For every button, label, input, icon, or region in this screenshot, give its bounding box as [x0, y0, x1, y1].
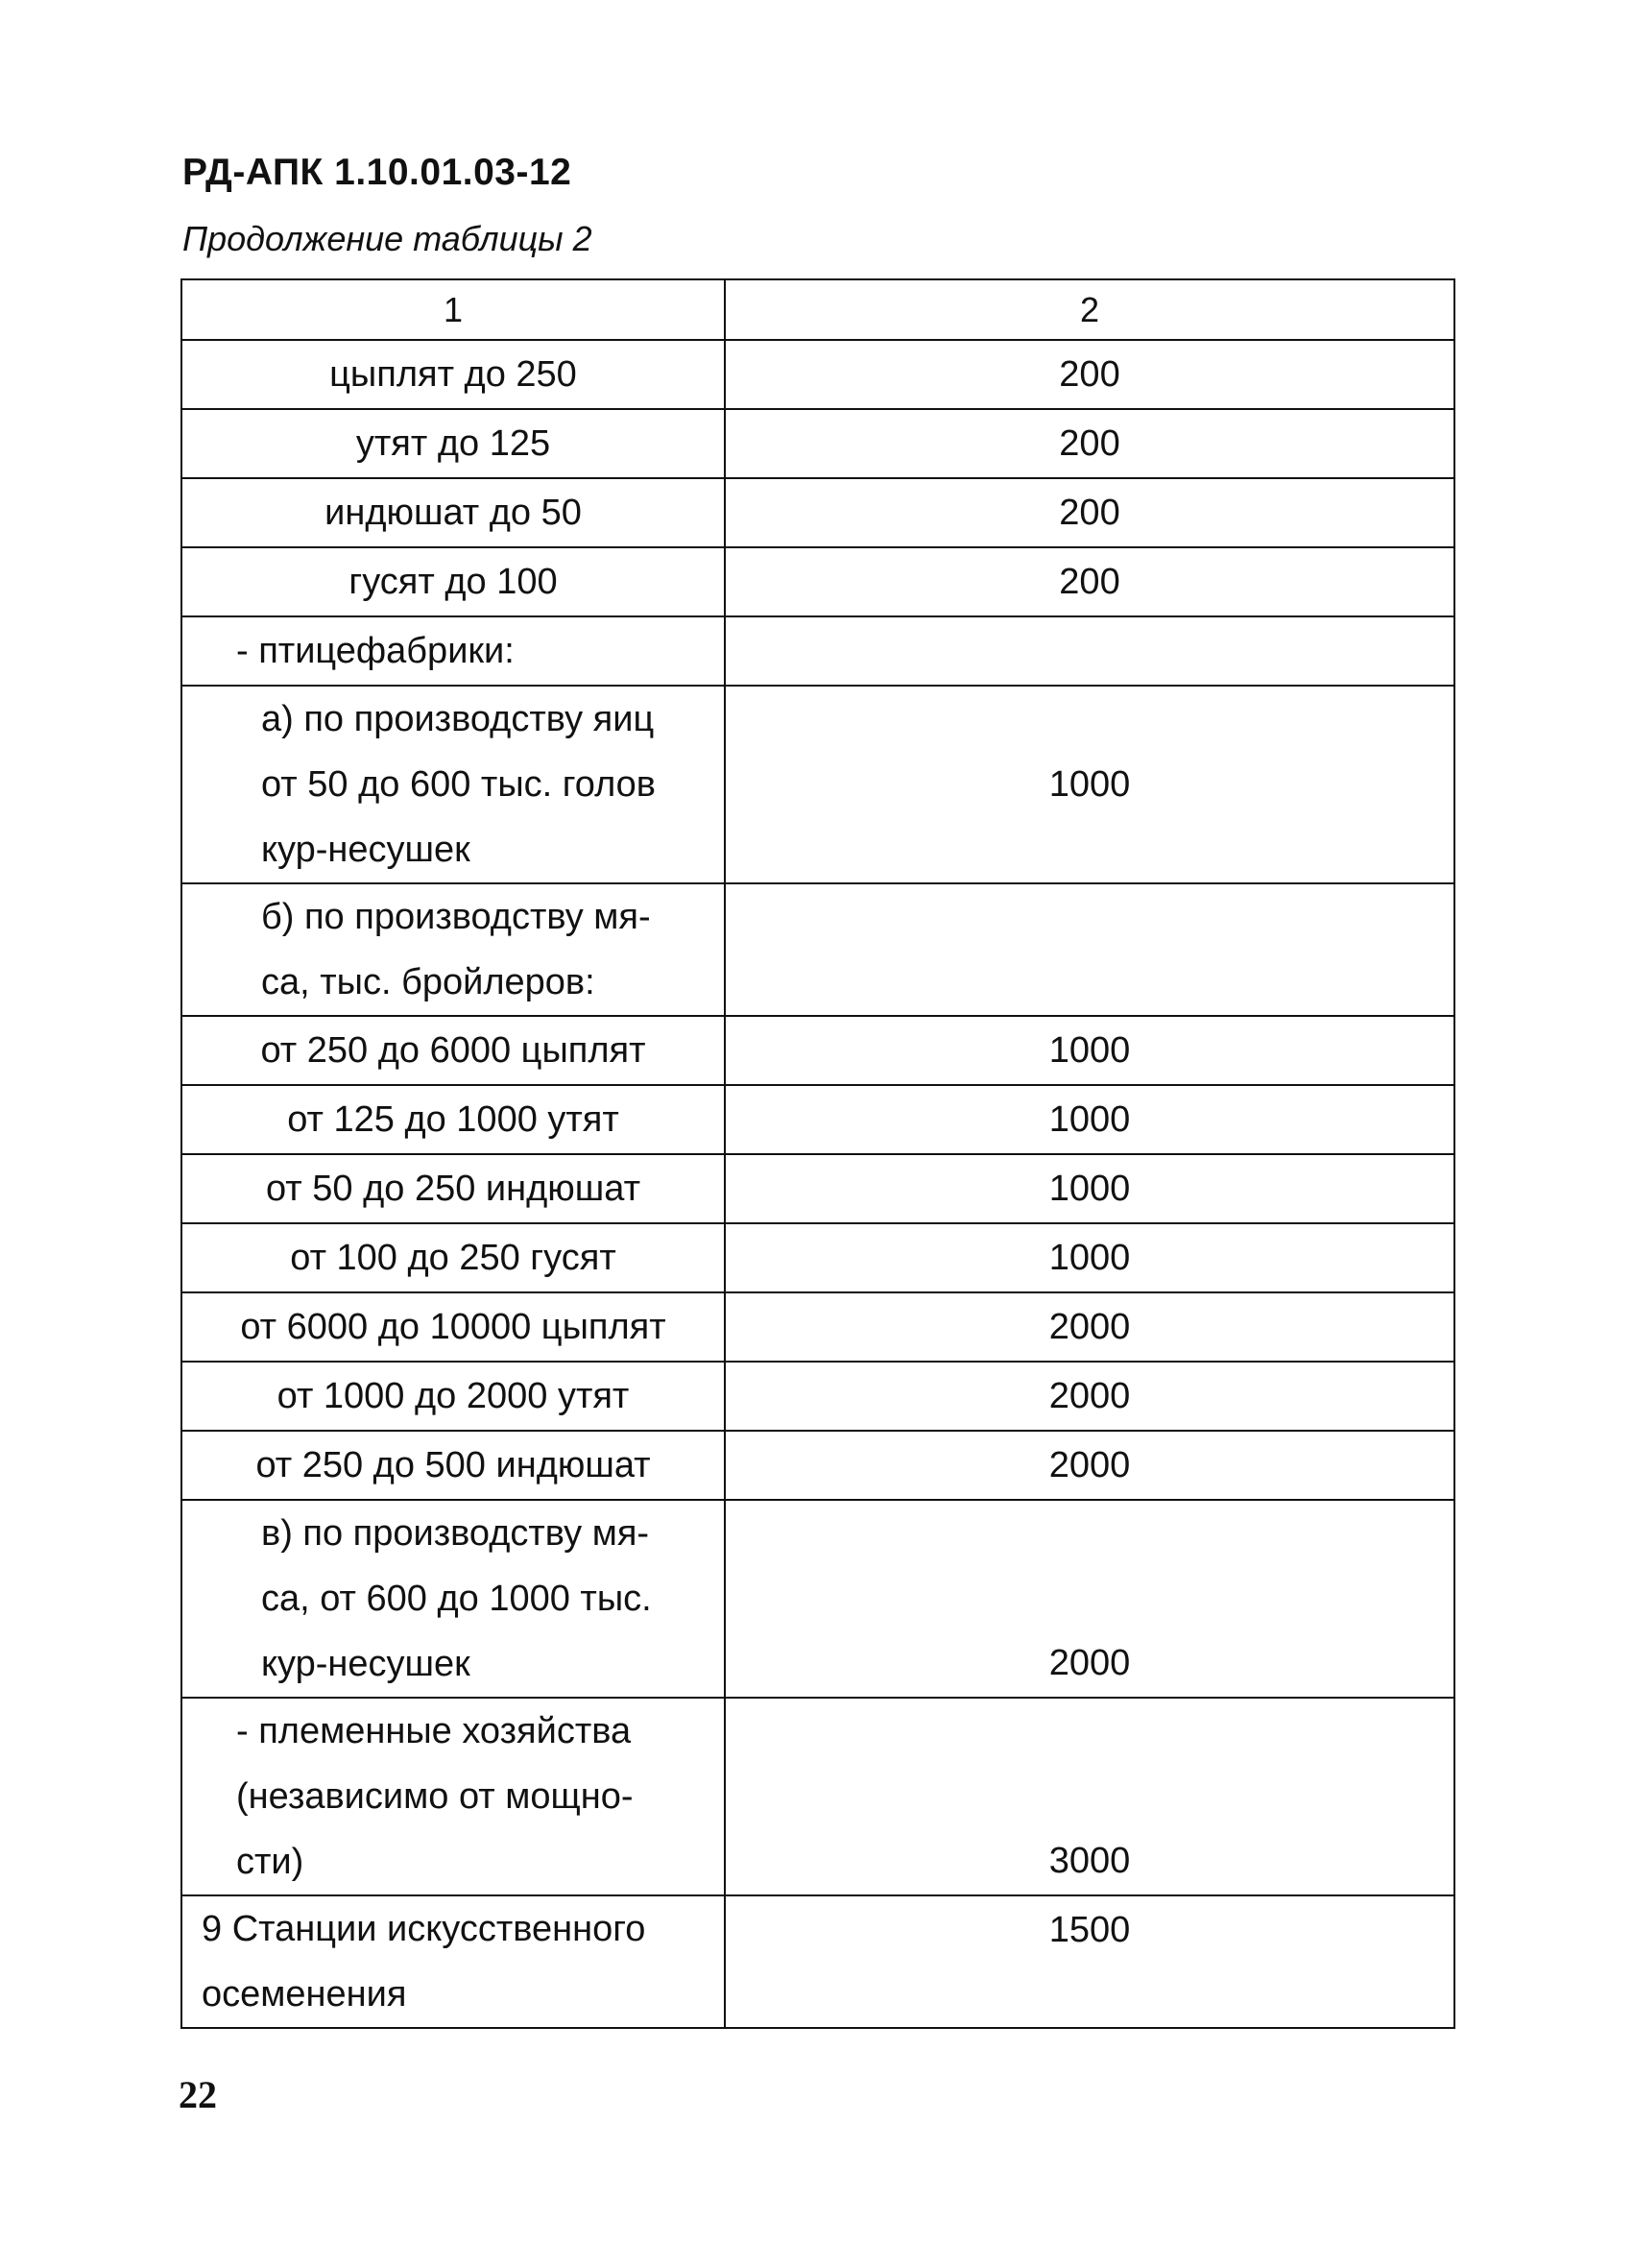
row-label: индюшат до 50	[181, 478, 725, 547]
row-label-line: б) по производству мя-	[261, 897, 651, 937]
row-label: от 1000 до 2000 утят	[181, 1362, 725, 1431]
table-row	[181, 1500, 1454, 1698]
table-row	[181, 883, 1454, 1016]
row-value: 2000	[725, 1500, 1454, 1698]
data-table	[180, 278, 1455, 2029]
table-row	[181, 1154, 1454, 1223]
row-label-line: - племенные хозяйства	[236, 1711, 632, 1751]
row-value: 2000	[725, 1362, 1454, 1431]
row-label-line: кур-несушек	[261, 1644, 470, 1684]
row-value: 1000	[725, 686, 1454, 883]
row-label-line: са, тыс. бройлеров:	[261, 962, 595, 1002]
table-row	[181, 1085, 1454, 1154]
row-value: 200	[725, 478, 1454, 547]
row-value: 200	[725, 547, 1454, 616]
table-row	[181, 1292, 1454, 1362]
row-label-line: а) по производству яиц	[261, 699, 655, 739]
table-row	[181, 616, 1454, 686]
row-label	[181, 1698, 725, 1895]
row-label-line: кур-несушек	[261, 830, 470, 870]
column-header: 2	[725, 279, 1454, 340]
row-value: 1500	[725, 1895, 1454, 2028]
row-label: от 6000 до 10000 цыплят	[181, 1292, 725, 1362]
table-row	[181, 547, 1454, 616]
table-row	[181, 1698, 1454, 1895]
row-value: 1000	[725, 1223, 1454, 1292]
row-value: 1000	[725, 1085, 1454, 1154]
row-label: цыплят до 250	[181, 340, 725, 409]
document-code: РД-АПК 1.10.01.03-12	[182, 152, 572, 193]
row-label: - птицефабрики:	[181, 616, 725, 686]
row-value	[725, 616, 1454, 686]
page-number: 22	[179, 2073, 217, 2116]
row-label-line: в) по производству мя-	[261, 1513, 650, 1554]
row-value: 3000	[725, 1698, 1454, 1895]
row-label-line: сти)	[236, 1842, 304, 1882]
table-row	[181, 1362, 1454, 1431]
row-value	[725, 883, 1454, 1016]
table-row	[181, 478, 1454, 547]
row-label: от 50 до 250 индюшат	[181, 1154, 725, 1223]
table-row	[181, 340, 1454, 409]
row-value: 200	[725, 409, 1454, 478]
table-row	[181, 1016, 1454, 1085]
table-caption: Продолжение таблицы 2	[182, 219, 592, 258]
table-row	[181, 1431, 1454, 1500]
row-value: 1000	[725, 1154, 1454, 1223]
row-label: от 250 до 6000 цыплят	[181, 1016, 725, 1085]
row-label-line: от 50 до 600 тыс. голов	[261, 764, 656, 805]
row-label-line: (независимо от мощно-	[236, 1776, 634, 1817]
row-label: от 100 до 250 гусят	[181, 1223, 725, 1292]
table-row	[181, 1223, 1454, 1292]
row-label: от 250 до 500 индюшат	[181, 1431, 725, 1500]
row-label: гусят до 100	[181, 547, 725, 616]
row-label	[181, 883, 725, 1016]
column-header: 1	[181, 279, 725, 340]
row-label	[181, 1895, 725, 2028]
row-label: утят до 125	[181, 409, 725, 478]
row-label: от 125 до 1000 утят	[181, 1085, 725, 1154]
row-label	[181, 686, 725, 883]
row-value: 2000	[725, 1292, 1454, 1362]
table-header-row	[181, 279, 1454, 340]
row-label-line: са, от 600 до 1000 тыс.	[261, 1579, 652, 1619]
row-value: 1000	[725, 1016, 1454, 1085]
row-label-line: 9 Станции искусственного	[202, 1909, 646, 1949]
table-row	[181, 1895, 1454, 2028]
table-row	[181, 686, 1454, 883]
row-value: 2000	[725, 1431, 1454, 1500]
row-value: 200	[725, 340, 1454, 409]
row-label	[181, 1500, 725, 1698]
row-label-line: осеменения	[202, 1974, 407, 2015]
table-row	[181, 409, 1454, 478]
